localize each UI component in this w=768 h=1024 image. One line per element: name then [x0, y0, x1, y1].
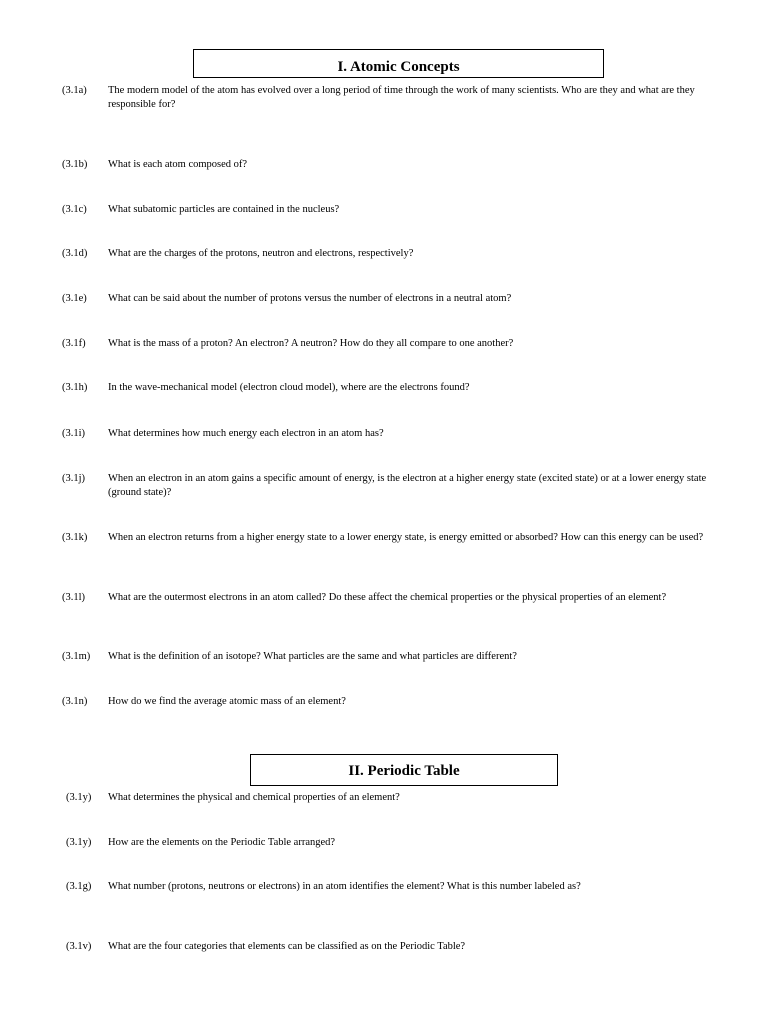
question-code: (3.1d)	[62, 248, 88, 259]
question-text: The modern model of the atom has evolved over a long period of time through the work of many scientists. Who are they and what are they responsible for?	[108, 85, 695, 110]
question-code: (3.1l)	[62, 592, 86, 603]
question-text: What are the charges of the protons, neutron and electrons, respectively?	[108, 248, 414, 259]
question-text: What determines how much energy each electron in an atom has?	[108, 428, 384, 439]
question-text: What is the mass of a proton? An electron? A neutron? How do they all compare to one another?	[108, 338, 514, 349]
question-code: (3.1b)	[62, 159, 88, 170]
question-text: What are the outermost electrons in an atom called? Do these affect the chemical properties or the physical properties of an element?	[108, 592, 667, 603]
question-code: (3.1n)	[62, 696, 88, 707]
question-text: In the wave-mechanical model (electron cloud model), where are the electrons found?	[108, 382, 470, 393]
question-text: What is the definition of an isotope? What particles are the same and what particles are different?	[108, 651, 517, 662]
question-code: (3.1k)	[62, 532, 88, 543]
question-code: (3.1y)	[66, 837, 92, 848]
question-code: (3.1c)	[62, 204, 87, 215]
question-text: How do we find the average atomic mass of an element?	[108, 696, 346, 707]
question-code: (3.1v)	[66, 941, 92, 952]
question-code: (3.1a)	[62, 85, 87, 96]
question-text: What determines the physical and chemical properties of an element?	[108, 792, 400, 803]
question-text: When an electron returns from a higher energy state to a lower energy state, is energy emitted or absorbed? How can this energy can be used?	[108, 532, 704, 543]
question-text: What subatomic particles are contained in the nucleus?	[108, 204, 340, 215]
question-code: (3.1i)	[62, 428, 86, 439]
question-text: What number (protons, neutrons or electrons) in an atom identifies the element? What is this number labeled as?	[108, 881, 581, 892]
question-text: When an electron in an atom gains a specific amount of energy, is the electron at a higher energy state (excited state) or at a lower energy state (ground state)?	[108, 473, 707, 498]
question-text: What can be said about the number of protons versus the number of electrons in a neutral atom?	[108, 293, 512, 304]
question-code: (3.1j)	[62, 473, 86, 484]
section-title-periodic-table: II. Periodic Table	[250, 754, 558, 786]
question-code: (3.1e)	[62, 293, 87, 304]
question-text: What are the four categories that elements can be classified as on the Periodic Table?	[108, 941, 466, 952]
question-code: (3.1m)	[62, 651, 91, 662]
question-code: (3.1y)	[66, 792, 92, 803]
question-text: What is each atom composed of?	[108, 159, 248, 170]
section-title-atomic-concepts: I. Atomic Concepts	[193, 49, 604, 78]
question-code: (3.1h)	[62, 382, 88, 393]
question-code: (3.1f)	[62, 338, 86, 349]
question-code: (3.1g)	[66, 881, 92, 892]
question-text: How are the elements on the Periodic Table arranged?	[108, 837, 336, 848]
